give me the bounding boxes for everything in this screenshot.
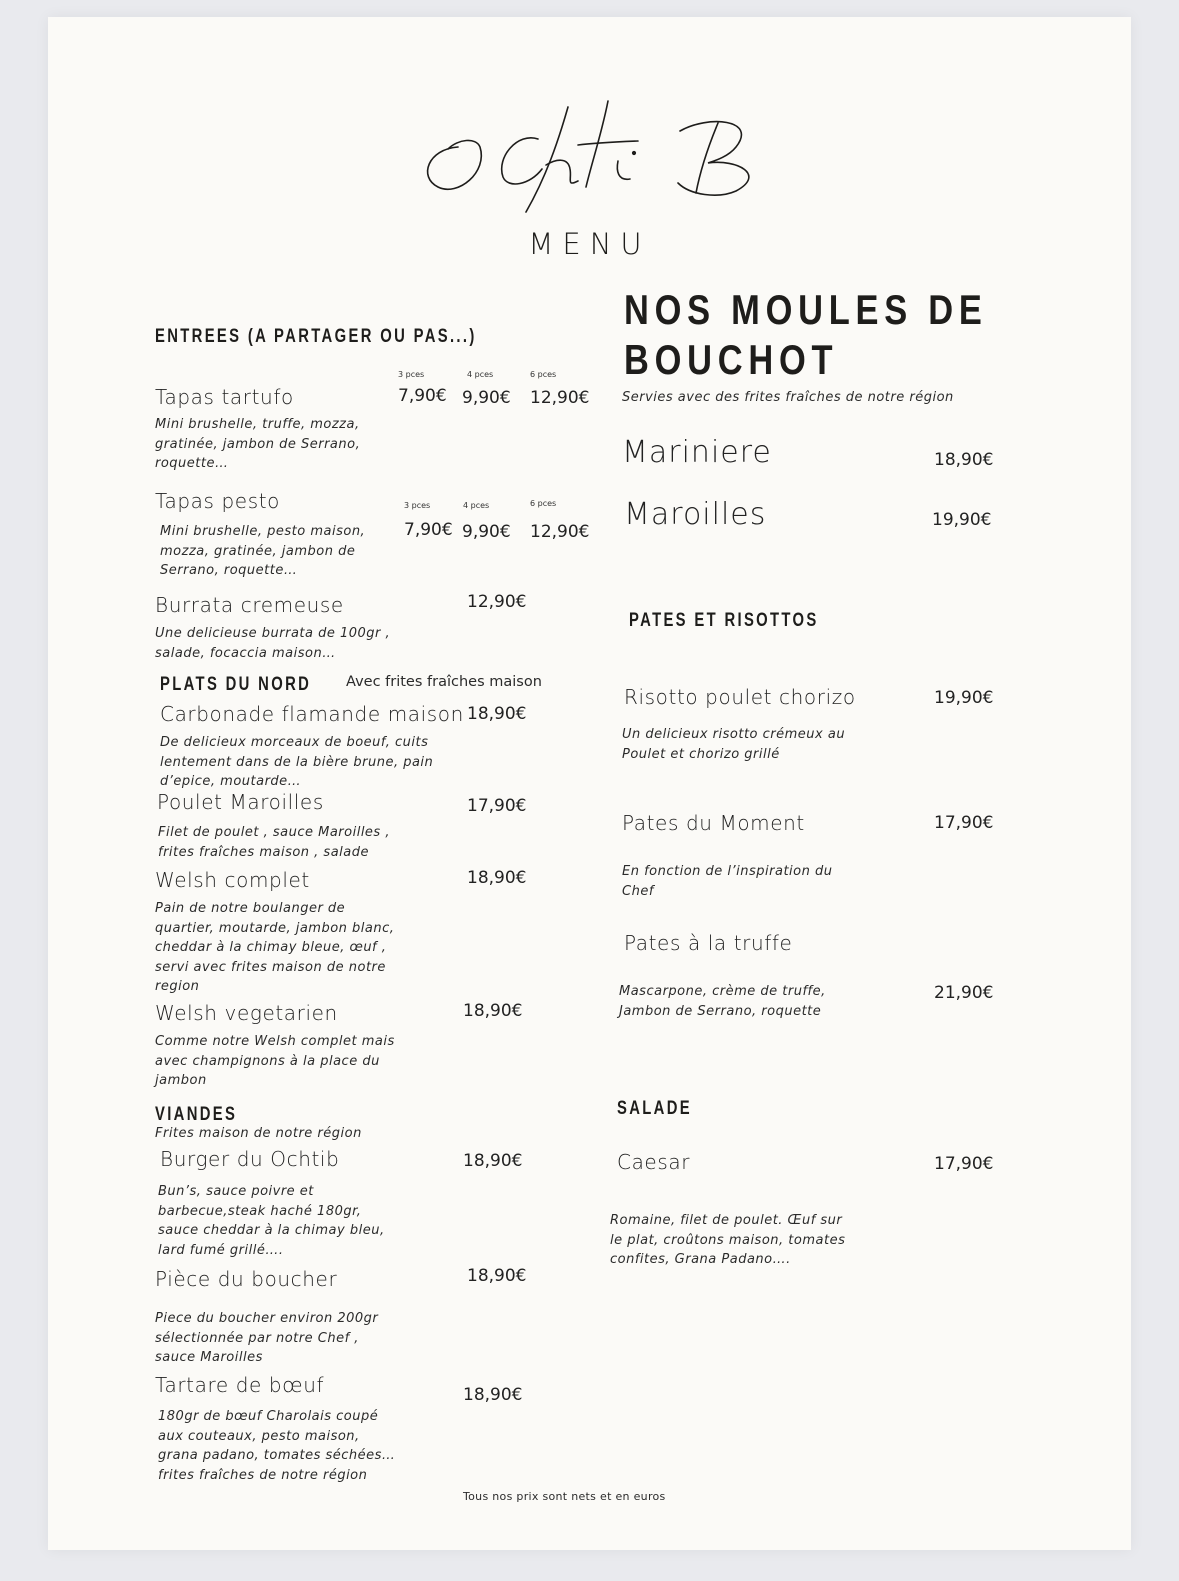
- item-price: 17,90€: [934, 813, 994, 833]
- size-label: 3 pces: [398, 370, 425, 379]
- item-name: Tapas tartufo: [155, 385, 294, 409]
- item-price: 17,90€: [934, 1154, 994, 1174]
- section-title-entrees: ENTREES (A PARTAGER OU PAS...): [155, 326, 477, 347]
- item-price: 18,90€: [467, 704, 527, 724]
- item-price: 9,90€: [462, 388, 511, 408]
- footer-note: Tous nos prix sont nets et en euros: [463, 1490, 666, 1503]
- size-label: 6 pces: [530, 370, 557, 379]
- item-name: Burger du Ochtib: [160, 1147, 340, 1171]
- item-description: Piece du boucher environ 200gr sélectionnée par notre Chef , sauce Maroilles: [155, 1311, 379, 1365]
- item-price: 7,90€: [404, 520, 453, 540]
- item-description: De delicieux morceaux de boeuf, cuits lentement dans de la bière brune, pain d’epice, moutarde…: [160, 735, 434, 789]
- item-description: Un delicieux risotto crémeux au Poulet et chorizo grillé: [622, 727, 846, 762]
- item-price: 19,90€: [932, 510, 992, 530]
- section-title-viandes: VIANDES: [155, 1104, 238, 1125]
- size-label: 4 pces: [467, 370, 494, 379]
- item-name: Poulet Maroilles: [157, 790, 324, 814]
- size-label: 3 pces: [404, 501, 431, 510]
- item-description: Filet de poulet , sauce Maroilles , frites fraîches maison , salade: [158, 825, 390, 860]
- item-name: Caesar: [617, 1150, 691, 1174]
- item-price: 21,90€: [934, 983, 994, 1003]
- item-name: Maroilles: [624, 497, 767, 532]
- item-name: Welsh vegetarien: [155, 1001, 338, 1025]
- item-price: 18,90€: [463, 1385, 523, 1405]
- item-description: En fonction de l’inspiration du Chef: [622, 864, 833, 899]
- item-price: 12,90€: [467, 592, 527, 612]
- restaurant-logo: [418, 87, 778, 227]
- item-name: Welsh complet: [155, 868, 310, 892]
- section-note: Servies avec des frites fraîches de notre région: [622, 390, 954, 405]
- item-price: 18,90€: [467, 1266, 527, 1286]
- section-title-moules: NOS MOULES DE: [624, 286, 988, 333]
- item-description: Pain de notre boulanger de quartier, moutarde, jambon blanc, cheddar à la chimay bleue, œuf , servi avec frites maison de notre region: [155, 901, 395, 994]
- item-price: 18,90€: [467, 868, 527, 888]
- item-name: Tapas pesto: [155, 489, 280, 513]
- item-name: Pates à la truffe: [624, 931, 793, 955]
- item-description: Une delicieuse burrata de 100gr , salade, focaccia maison…: [155, 626, 391, 661]
- item-name: Tartare de bœuf: [155, 1373, 325, 1397]
- item-price: 18,90€: [463, 1001, 523, 1021]
- menu-page: [48, 17, 1131, 1550]
- item-description: Mini brushelle, truffe, mozza, gratinée, jambon de Serrano, roquette…: [155, 417, 361, 471]
- item-name: Risotto poulet chorizo: [624, 685, 856, 709]
- item-name: Burrata cremeuse: [155, 593, 344, 617]
- size-label: 4 pces: [463, 501, 490, 510]
- section-title-salade: SALADE: [617, 1098, 692, 1119]
- item-price: 18,90€: [934, 450, 994, 470]
- item-description: Mascarpone, crème de truffe, Jambon de Serrano, roquette: [619, 984, 826, 1019]
- section-title-pates: PATES ET RISOTTOS: [629, 610, 819, 631]
- item-description: Bun’s, sauce poivre et barbecue,steak haché 180gr, sauce cheddar à la chimay bleu, lard fumé grillé….: [158, 1184, 385, 1258]
- item-price: 18,90€: [463, 1151, 523, 1171]
- item-price: 19,90€: [934, 688, 994, 708]
- item-name: Carbonade flamande maison: [160, 702, 464, 726]
- item-price: 7,90€: [398, 386, 447, 406]
- menu-title: MENU: [528, 227, 651, 261]
- section-title-plats-du-nord: PLATS DU NORD: [160, 674, 312, 695]
- item-price: 9,90€: [462, 522, 511, 542]
- item-price: 12,90€: [530, 388, 590, 408]
- item-price: 12,90€: [530, 522, 590, 542]
- item-price: 17,90€: [467, 796, 527, 816]
- section-title-moules-line2: BOUCHOT: [624, 336, 839, 383]
- section-note: Frites maison de notre région: [155, 1126, 362, 1141]
- item-name: Mariniere: [622, 435, 772, 470]
- item-name: Pates du Moment: [622, 811, 805, 835]
- item-description: Comme notre Welsh complet mais avec champignons à la place du jambon: [155, 1034, 395, 1088]
- item-description: Romaine, filet de poulet. Œuf sur le plat, croûtons maison, tomates confites, Grana Padano….: [610, 1213, 846, 1267]
- section-note: Avec frites fraîches maison: [346, 674, 542, 690]
- item-description: 180gr de bœuf Charolais coupé aux couteaux, pesto maison, grana padano, tomates séchées… frites fraîches de notre région: [158, 1409, 396, 1483]
- item-name: Pièce du boucher: [155, 1267, 338, 1291]
- size-label: 6 pces: [530, 499, 557, 508]
- item-description: Mini brushelle, pesto maison, mozza, gratinée, jambon de Serrano, roquette…: [160, 524, 366, 578]
